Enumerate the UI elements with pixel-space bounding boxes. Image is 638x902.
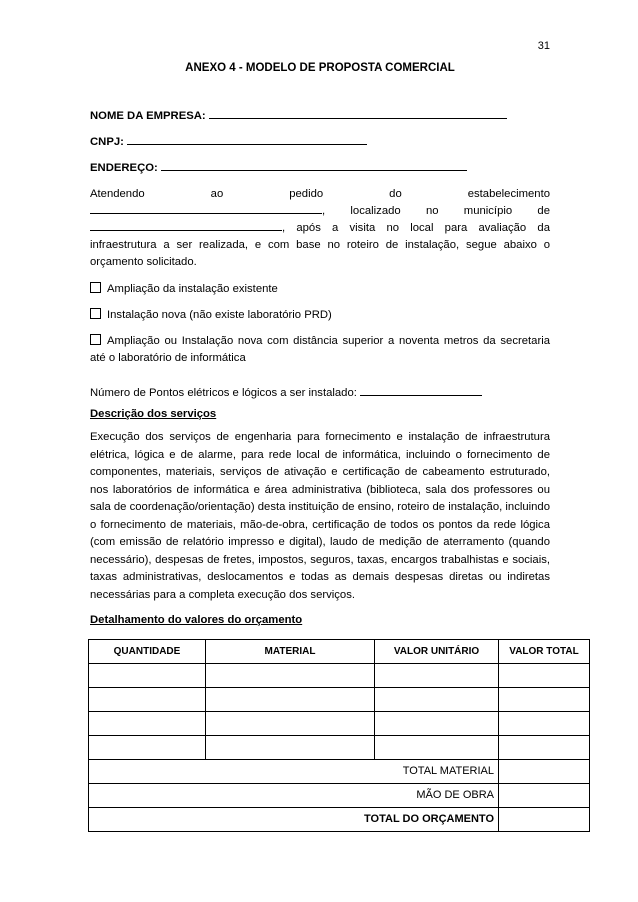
total-budget-label: TOTAL DO ORÇAMENTO [89,808,499,832]
header-unit-value: VALOR UNITÁRIO [375,640,499,664]
table-row [89,688,590,712]
table-header-row [89,640,590,664]
intro-paragraph [90,186,550,271]
intro-line-1: Atendendo ao pedido do estabelecimento [90,188,550,200]
header-total-value: VALOR TOTAL [499,640,590,664]
address-label: ENDEREÇO: [90,162,158,174]
total-material-value[interactable] [499,760,590,784]
cnpj-label: CNPJ: [90,136,124,148]
table-cell[interactable] [499,736,590,760]
option-expansion[interactable] [90,281,550,298]
table-row [89,664,590,688]
header-material: MATERIAL [206,640,375,664]
budget-heading: Detalhamento do valores do orçamento [90,614,303,626]
budget-table [88,639,590,832]
intro-line-4: infraestrutura a ser realizada, e com base no roteiro de instalação, segue abaixo o orçamento solicitado. [90,239,550,268]
total-material-row [89,760,590,784]
option-label: Instalação nova (não existe laboratório PRD) [107,309,332,321]
checkbox-icon[interactable] [90,334,101,345]
company-name-blank[interactable] [209,108,507,119]
points-label: Número de Pontos elétricos e lógicos a ser instalado: [90,387,357,399]
municipality-blank[interactable] [90,220,282,231]
table-cell[interactable] [89,736,206,760]
total-material-label: TOTAL MATERIAL [89,760,499,784]
intro-line-3-text: , após a visita no local para avaliação da [282,222,550,234]
points-blank[interactable] [360,385,482,396]
table-cell[interactable] [499,712,590,736]
page-title: ANEXO 4 - MODELO DE PROPOSTA COMERCIAL [185,62,455,74]
labor-label: MÃO DE OBRA [89,784,499,808]
table-cell[interactable] [89,664,206,688]
total-budget-row [89,808,590,832]
document-body [90,108,579,832]
points-field [90,385,550,402]
table-row [89,712,590,736]
checkbox-icon[interactable] [90,308,101,319]
table-cell[interactable] [89,712,206,736]
option-long-distance[interactable] [90,333,550,367]
table-cell[interactable] [206,688,375,712]
intro-line-3 [90,220,550,237]
table-cell[interactable] [375,736,499,760]
table-cell[interactable] [375,664,499,688]
services-description: Execução dos serviços de engenharia para fornecimento e instalação de infraestrutura elétrica, lógica e de alarme, para rede local de informática, incluindo o fornecimento de componentes, materiais, serviços de ativação e certificação de cabeamento estruturado, nos laboratórios de informática e área administrativa (biblioteca, sala dos professores ou sala de coordenação/orientação) desta instituição de ensino, roteiro de instalação, incluindo o fornecimento de materiais, mão-de-obra, certificação de todos os pontos da rede lógica (com emissão de relatório impresso e digital), laudo de medição de aterramento (quando necessário), despesas de fretes, impostos, seguros, taxas, encargos trabalhistas e sociais, taxas administrativas, deslocamentos e todas as demais despesas diretas ou indiretas necessárias para a completa execução dos serviços. [90,431,550,601]
cnpj-blank[interactable] [127,134,367,145]
establishment-blank[interactable] [90,203,322,214]
table-cell[interactable] [375,688,499,712]
table-cell[interactable] [89,688,206,712]
checkbox-icon[interactable] [90,282,101,293]
table-cell[interactable] [499,688,590,712]
table-cell[interactable] [499,664,590,688]
cnpj-field [90,134,550,151]
table-cell[interactable] [206,664,375,688]
intro-line-2-text: , localizado no município de [322,205,550,217]
company-name-label: NOME DA EMPRESA: [90,110,206,122]
table-cell[interactable] [375,712,499,736]
table-row [89,736,590,760]
company-name-field [90,108,550,125]
address-field [90,160,550,177]
labor-value[interactable] [499,784,590,808]
option-new-install[interactable] [90,307,550,324]
table-cell[interactable] [206,736,375,760]
intro-line-2 [90,203,550,220]
services-heading: Descrição dos serviços [90,408,217,420]
header-quantity: QUANTIDADE [89,640,206,664]
option-label: Ampliação da instalação existente [107,283,278,295]
total-budget-value[interactable] [499,808,590,832]
option-label: Ampliação ou Instalação nova com distância superior a noventa metros da secretaria até o laboratório de informática [90,335,550,364]
table-cell[interactable] [206,712,375,736]
labor-row [89,784,590,808]
address-blank[interactable] [161,160,467,171]
page-number: 31 [537,40,550,52]
